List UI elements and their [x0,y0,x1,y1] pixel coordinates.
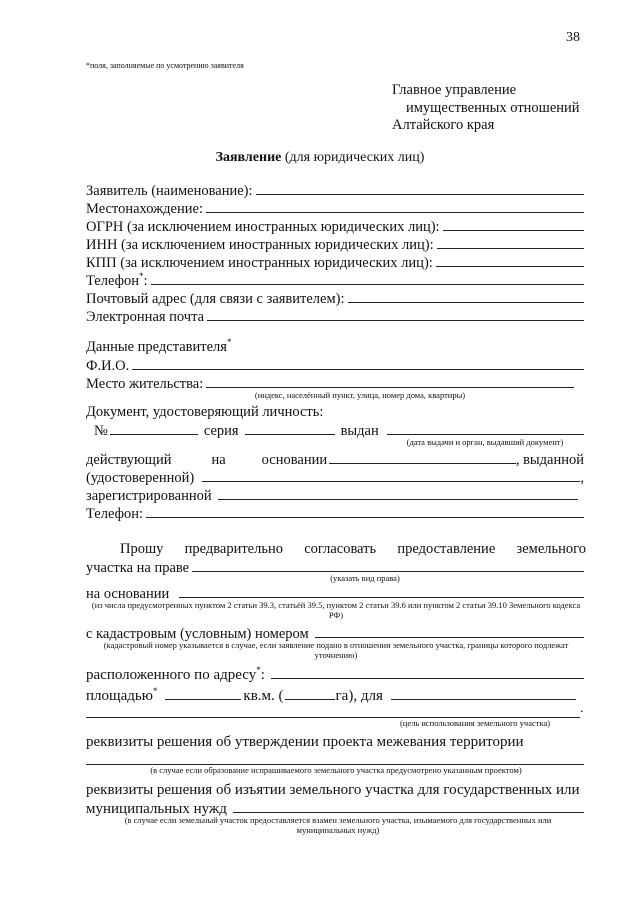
id-number-input[interactable] [110,421,198,435]
survey-label: реквизиты решения об утверждении проекта межевания территории [86,734,524,750]
rep-residence-field: Место жительства: [86,374,574,392]
area-field: площадью* кв.м. ( га), для [86,686,576,704]
addressee-line: имущественных отношений [406,99,580,116]
area-ha-input[interactable] [285,686,335,700]
applicant-phone-field: Телефон*: [86,271,584,289]
area-sqm-input[interactable] [165,686,241,700]
basis-input[interactable] [179,584,584,598]
id-document-field: № серия выдан [94,421,584,439]
certified-field: (удостоверенной) , [86,470,584,486]
representative-heading: Данные представителя* [86,337,232,355]
acting-basis-input[interactable] [329,450,516,464]
email-input[interactable] [207,307,584,321]
ogrn-field: ОГРН (за исключением иностранных юридических лиц): [86,217,584,235]
id-document-label: Документ, удостоверяющий личность: [86,404,324,420]
cadastral-hint: (кадастровый номер указывается в случае, если заявление подано в отношении земельного участка, границы которого подлежат уточнению) [103,640,569,660]
right-hint: (указать вид права) [330,573,400,583]
seizure-label: реквизиты решения об изъятии земельного участка для государственных или [86,782,580,798]
basis-field: на основании [86,584,584,602]
seizure-hint: (в случае если земельный участок предоставляется взамен земельного участка, изымаемого для государственных или муниципальных нужд) [124,815,552,835]
right-type-input[interactable] [192,558,584,572]
postal-address-input[interactable] [348,289,584,303]
applicant-phone-input[interactable] [151,271,584,285]
rep-residence-input[interactable] [206,374,574,388]
purpose-hint: (цель использования земельного участка) [399,718,551,728]
registered-field: зарегистрированной [86,486,578,504]
ogrn-input[interactable] [443,217,584,231]
inn-field: ИНН (за исключением иностранных юридических лиц): [86,235,584,253]
postal-address-field: Почтовый адрес (для связи с заявителем): [86,289,584,307]
location-field: Местонахождение: [86,199,584,217]
issued-hint: (дата выдачи и орган, выдавший документ) [406,437,564,447]
kpp-field: КПП (за исключением иностранных юридических лиц): [86,253,584,271]
residence-hint: (индекс, населённый пункт, улица, номер дома, квартиры) [254,390,466,400]
rep-phone-input[interactable] [146,504,584,518]
page-title [0,150,640,166]
basis-hint: (из числа предусмотренных пунктом 2 статьи 39.3, статьёй 39.5, пунктом 2 статьи 39.6 или пунктом 2 статьи 39.10 Земельного кодекса РФ) [91,600,581,620]
optional-fields-note: *поля, заполняемые по усмотрению заявителя [86,61,244,70]
acting-basis-field: действующий на основании , выданной [86,452,584,468]
rep-fio-input[interactable] [132,356,584,370]
address-field: расположенного по адресу*: [86,665,584,683]
applicant-name-input[interactable] [256,181,584,195]
title-rest: (для юридических лиц) [281,150,425,165]
inn-input[interactable] [437,235,584,249]
right-type-field: участка на праве [86,558,584,576]
id-series-input[interactable] [245,421,335,435]
page-number: 38 [566,30,580,45]
rep-fio-field: Ф.И.О. [86,356,584,374]
rep-phone-field: Телефон: [86,504,584,522]
email-field: Электронная почта [86,307,584,325]
location-input[interactable] [206,199,584,213]
addressee-line: Алтайского края [392,117,495,133]
purpose-dot: . [580,701,584,716]
cadastral-input[interactable] [315,624,584,638]
seizure-field: муниципальных нужд [86,799,584,817]
title-bold: Заявление [215,150,282,165]
request-line: Прошу предварительно согласовать предоставление земельного [120,541,586,557]
certified-input[interactable] [202,468,580,482]
address-input[interactable] [271,665,584,679]
applicant-name-field: Заявитель (наименование): [86,181,584,199]
survey-hint: (в случае если образование испрашиваемого земельного участка предусмотрено указанным проектом) [150,765,522,775]
addressee-line: Главное управление [392,82,517,98]
kpp-input[interactable] [436,253,584,267]
id-issued-input[interactable] [387,421,584,435]
cadastral-field: с кадастровым (условным) номером [86,624,584,642]
seizure-input[interactable] [233,799,584,813]
registered-input[interactable] [218,486,578,500]
purpose-input-start[interactable] [391,686,576,700]
addressee-block [392,82,622,135]
